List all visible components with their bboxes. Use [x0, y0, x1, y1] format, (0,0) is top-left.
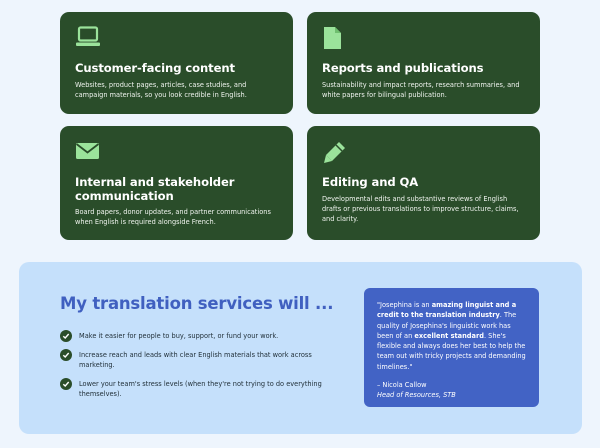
card-description: Websites, product pages, articles, case studies, and campaign materials, so you look credible in English. [75, 80, 247, 99]
card-title: Reports and publications [322, 61, 484, 75]
list-item [60, 378, 340, 400]
card-description: Board papers, donor updates, and partner communications when English is required alongside French. [75, 208, 271, 227]
service-card-reports [307, 12, 540, 114]
benefit-text: Increase reach and leads with clear English materials that work across marketing. [79, 351, 312, 370]
translation-services-panel [19, 262, 582, 434]
laptop-icon [75, 26, 101, 50]
check-circle-icon [60, 330, 72, 342]
card-title: Customer-facing content [75, 61, 235, 75]
services-heading: My translation services will ... [60, 294, 334, 313]
pen-icon [322, 140, 348, 164]
card-title: Internal and stakeholder communication [75, 175, 235, 203]
testimonial-role: Head of Resources, STB [377, 391, 456, 400]
testimonial-card [364, 288, 539, 407]
card-title: Editing and QA [322, 175, 419, 189]
list-item [60, 349, 340, 371]
document-icon [322, 26, 348, 50]
testimonial-author: – Nicola Callow [377, 381, 427, 390]
service-card-internal [60, 126, 293, 240]
benefit-list [60, 330, 340, 406]
card-description: Sustainability and impact reports, research summaries, and white papers for bilingual publication. [322, 80, 520, 99]
card-description: Developmental edits and substantive reviews of English drafts or previous translations to improve structure, claims, and clarity. [322, 194, 519, 224]
service-card-editing [307, 126, 540, 240]
check-circle-icon [60, 349, 72, 361]
list-item [60, 330, 340, 342]
envelope-icon [75, 140, 101, 164]
testimonial-text: "Josephina is an amazing linguist and a credit to the translation industry. The quality of Josephina's linguistic work has been of an excellent standard. She's flexible and always does her best to help the team out with tricky projects and demanding timelines." [377, 301, 526, 371]
benefit-text: Make it easier for people to buy, support, or fund your work. [79, 332, 279, 340]
benefit-text: Lower your team's stress levels (when they're not trying to do everything themselves). [79, 379, 322, 398]
service-card-customer-facing [60, 12, 293, 114]
check-circle-icon [60, 378, 72, 390]
